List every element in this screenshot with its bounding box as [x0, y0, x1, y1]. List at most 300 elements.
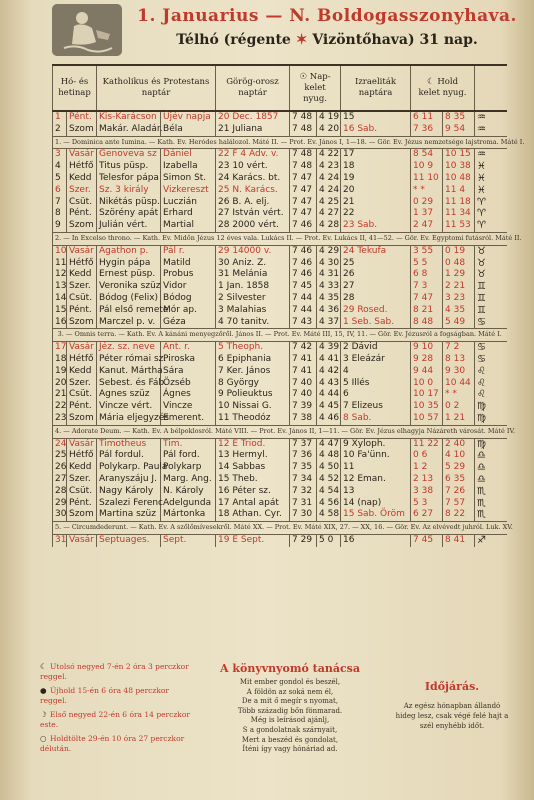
col-header-catholic: Katholikus és Protestans naptár: [97, 65, 216, 111]
weekday: Szer.: [67, 474, 97, 486]
protestant-saint: Dániel: [161, 149, 216, 161]
moonrise: 11 10: [411, 173, 443, 185]
moonrise: 11 22: [411, 438, 443, 450]
day-number: 10: [53, 245, 67, 257]
moonrise: 3 55: [411, 245, 443, 257]
greek-date: 25 N. Karács.: [216, 185, 290, 197]
moonrise: 10 35: [411, 401, 443, 413]
gospel-note: 1. — Dominica ante Iumina. — Kath. Ev. Heródes halálozol. Máté II. — Prot. Ev. János I, 1—18. — Gör. Ev. Jézus nemzetsége lajstroma. Máté I.: [53, 136, 507, 149]
moon-phase-icon: ☾: [40, 662, 47, 671]
sunrise: 7 44: [290, 305, 317, 317]
day-number: 27: [53, 474, 67, 486]
day-number: 1: [53, 111, 67, 124]
weekday: Kedd: [67, 366, 97, 378]
day-row: [53, 220, 507, 232]
greek-date: 10 Nissai G.: [216, 401, 290, 413]
zodiac-sign-icon: ♎: [475, 474, 507, 486]
sunset: 4 24: [317, 173, 341, 185]
sunrise: 7 34: [290, 474, 317, 486]
day-row: [53, 269, 507, 281]
day-number: 12: [53, 269, 67, 281]
greek-date: 2 Silvester: [216, 293, 290, 305]
gospel-note: 3. — Omnis terra. — Kath. Ev. A kánáni menyegzőről. János II. — Prot. Ev. Máté III, 15, IV, 11. — Gör. Ev. Jézusról a fogságban. Máté I.: [53, 329, 507, 342]
day-number: 19: [53, 366, 67, 378]
israel-date: 5 Illés: [341, 378, 411, 390]
catholic-saint: Telesfor pápa: [97, 173, 161, 185]
moonrise: 10 17: [411, 389, 443, 401]
moonset: * *: [443, 389, 475, 401]
greek-date: 12 E Triod.: [216, 438, 290, 450]
catholic-saint: Agnes szüz: [97, 389, 161, 401]
sun-set-label: nyug.: [303, 93, 327, 104]
protestant-saint: Géza: [161, 317, 216, 329]
moonset: 10 44: [443, 378, 475, 390]
weekday: Kedd: [67, 269, 97, 281]
greek-date: 6 Epiphania: [216, 354, 290, 366]
day-row: [53, 149, 507, 161]
subtitle-part-b: Vizöntőhava) 31 nap.: [312, 32, 478, 48]
moonrise: 6 27: [411, 509, 443, 521]
sunrise: 7 48: [290, 124, 317, 136]
day-row: [53, 474, 507, 486]
moon-phase-icon: ●: [40, 686, 47, 695]
day-row: [53, 197, 507, 209]
moonrise: 3 38: [411, 486, 443, 498]
day-row: [53, 378, 507, 390]
weekday: Szom: [67, 413, 97, 425]
weather-line: Az egész hónapban állandó: [403, 702, 501, 710]
sunrise: 7 42: [290, 342, 317, 354]
protestant-saint: Tim.: [161, 438, 216, 450]
moonrise: 5 3: [411, 498, 443, 510]
catholic-saint: Martina szüz: [97, 509, 161, 521]
zodiac-sign-icon: ♉: [475, 269, 507, 281]
weekday: Pént.: [67, 305, 97, 317]
israel-date: 20: [341, 185, 411, 197]
day-number: 26: [53, 462, 67, 474]
sunset: 4 25: [317, 197, 341, 209]
moonset: 8 22: [443, 509, 475, 521]
israel-date: 29 Rosed.: [341, 305, 411, 317]
day-row: [53, 245, 507, 257]
protestant-saint: Simon St.: [161, 173, 216, 185]
israel-date: 4: [341, 366, 411, 378]
moonset: 4 10: [443, 450, 475, 462]
sunset: 4 20: [317, 124, 341, 136]
moonrise: 0 6: [411, 450, 443, 462]
day-row: [53, 161, 507, 173]
col-header-signs: [475, 65, 507, 111]
moonrise: 8 54: [411, 149, 443, 161]
zodiac-sign-icon: ♏: [475, 509, 507, 521]
weekday: Hétfő: [67, 450, 97, 462]
sunrise: 7 39: [290, 401, 317, 413]
sunrise: 7 37: [290, 438, 317, 450]
catholic-saint: Genoveva sz: [97, 149, 161, 161]
day-number: 25: [53, 450, 67, 462]
protestant-saint: Luczián: [161, 197, 216, 209]
day-number: 22: [53, 401, 67, 413]
day-row: [53, 450, 507, 462]
sunrise: 7 47: [290, 185, 317, 197]
zodiac-sign-icon: ♉: [475, 245, 507, 257]
advice-line: S a gondolatnak szárnyait,: [242, 725, 338, 734]
moonset: 11 34: [443, 208, 475, 220]
weekday: Vasár: [67, 245, 97, 257]
moonrise: 6 11: [411, 111, 443, 124]
greek-date: 24 Karács. bt.: [216, 173, 290, 185]
advice-line: Mert a beszéd és gondolat,: [241, 735, 339, 744]
protestant-saint: Marg. Ang.: [161, 474, 216, 486]
protestant-saint: Piroska: [161, 354, 216, 366]
catholic-saint: Sz. 3 király: [97, 185, 161, 197]
zodiac-sign-icon: ♓: [475, 161, 507, 173]
israel-date: 11: [341, 462, 411, 474]
weekday: Csüt.: [67, 486, 97, 498]
moonrise: 10 0: [411, 378, 443, 390]
day-row: [53, 173, 507, 185]
day-number: 24: [53, 438, 67, 450]
moonset: 7 2: [443, 342, 475, 354]
gospel-note: 5. — Circumdederunt. — Kath. Ev. A szőlőmívesekről. Máté XX. — Prot. Ev. Máté XIX, 27. — XX, 16. — Gör. Ev. Az elvévedt juhról. Luk. XV.: [53, 522, 507, 535]
col-header-greek: Görög-orosz naptár: [216, 65, 290, 111]
day-row: [53, 389, 507, 401]
sunset: 4 50: [317, 462, 341, 474]
moon-set-label: nyug.: [442, 88, 467, 98]
moonrise: 9 10: [411, 342, 443, 354]
sunrise: 7 47: [290, 208, 317, 220]
greek-date: 1 Jan. 1858: [216, 281, 290, 293]
moonrise: 10 9: [411, 161, 443, 173]
advice-line: A földön az soká nem él,: [246, 687, 334, 696]
day-row: [53, 509, 507, 521]
protestant-saint: Probus: [161, 269, 216, 281]
sunset: 4 52: [317, 474, 341, 486]
moonset: 2 21: [443, 281, 475, 293]
zodiac-sign-icon: ♎: [475, 450, 507, 462]
sunset: 4 31: [317, 269, 341, 281]
greek-date: 29 14000 v.: [216, 245, 290, 257]
protestant-saint: N. Károly: [161, 486, 216, 498]
moonset: 1 21: [443, 413, 475, 425]
greek-date: 13 Hermyl.: [216, 450, 290, 462]
col-header-moon: [411, 65, 475, 111]
day-number: 29: [53, 498, 67, 510]
sunrise: 7 41: [290, 366, 317, 378]
calendar-table: [52, 64, 525, 547]
moon-phase-icon: ○: [40, 734, 47, 743]
advice-title: A könyvnyomó tanácsa: [220, 662, 360, 675]
greek-date: 28 2000 vért.: [216, 220, 290, 232]
weekday: Vasár: [67, 534, 97, 546]
weekday: Kedd: [67, 173, 97, 185]
day-number: 8: [53, 208, 67, 220]
catholic-saint: Pál első remete: [97, 305, 161, 317]
israel-date: 14 (nap): [341, 498, 411, 510]
zodiac-sign-icon: ♊: [475, 293, 507, 305]
moonset: 2 40: [443, 438, 475, 450]
greek-date: 21 Juliana: [216, 124, 290, 136]
catholic-saint: Titus püsp.: [97, 161, 161, 173]
day-number: 21: [53, 389, 67, 401]
moon-phase-icon: ☽: [40, 710, 47, 719]
weekday: Pént.: [67, 208, 97, 220]
israel-date: 6: [341, 389, 411, 401]
protestant-saint: Özséb: [161, 378, 216, 390]
weekday: Pént.: [67, 401, 97, 413]
zodiac-sign-icon: ♋: [475, 317, 507, 329]
day-number: 5: [53, 173, 67, 185]
zodiac-sign-icon: ♏: [475, 498, 507, 510]
zodiac-sign-icon: ♌: [475, 389, 507, 401]
day-number: 14: [53, 293, 67, 305]
day-number: 23: [53, 413, 67, 425]
sunset: 4 47: [317, 438, 341, 450]
catholic-saint: Hygin pápa: [97, 258, 161, 270]
moon-rise-label: kelet: [418, 88, 440, 98]
moonset: 4 35: [443, 305, 475, 317]
catholic-saint: Polykarp. Paula: [97, 462, 161, 474]
day-number: 9: [53, 220, 67, 232]
protestant-saint: Izabella: [161, 161, 216, 173]
catholic-saint: Ernest püsp.: [97, 269, 161, 281]
protestant-saint: Mór ap.: [161, 305, 216, 317]
protestant-saint: Vizkereszt: [161, 185, 216, 197]
greek-date: 4 70 tanitv.: [216, 317, 290, 329]
israel-date: 17: [341, 149, 411, 161]
israel-date: 27: [341, 281, 411, 293]
israel-date: 16: [341, 534, 411, 546]
zodiac-sign-icon: ♍: [475, 413, 507, 425]
catholic-saint: Mária eljegyzés: [97, 413, 161, 425]
catholic-saint: Vincze vért.: [97, 401, 161, 413]
greek-date: 31 Melánia: [216, 269, 290, 281]
catholic-saint: Kis-Karácson: [97, 111, 161, 124]
gospel-note-row: [53, 136, 507, 149]
protestant-saint: Mártonka: [161, 509, 216, 521]
gospel-note: 2. — In Excelso throno. — Kath. Ev. Midőn Jézus 12 éves vala. Lukács II. — Prot. Ev. Lukács II, 41—52. — Gör. Ev. Egyptomi futásról. Máté II.: [53, 232, 507, 245]
zodiac-sign-icon: ♏: [475, 486, 507, 498]
sunset: 4 35: [317, 293, 341, 305]
day-row: [53, 293, 507, 305]
sunrise: 7 45: [290, 281, 317, 293]
protestant-saint: Martial: [161, 220, 216, 232]
catholic-saint: Agathon p.: [97, 245, 161, 257]
protestant-saint: Sára: [161, 366, 216, 378]
sunset: 4 36: [317, 305, 341, 317]
sunrise: 7 47: [290, 173, 317, 185]
day-number: 13: [53, 281, 67, 293]
israel-date: 12 Eman.: [341, 474, 411, 486]
sunset: 4 43: [317, 378, 341, 390]
protestant-saint: Matild: [161, 258, 216, 270]
greek-date: 26 B. A. elj.: [216, 197, 290, 209]
israel-date: 25: [341, 258, 411, 270]
printer-advice: [200, 662, 380, 755]
aquarius-emblem: [52, 4, 122, 56]
moonrise: 2 47: [411, 220, 443, 232]
catholic-saint: Szalezi Ferenc: [97, 498, 161, 510]
sunrise: 7 43: [290, 317, 317, 329]
moon-phase-text: Első negyed 22-én 6 óra 14 perczkor este.: [40, 710, 190, 729]
greek-date: 14 Sabbas: [216, 462, 290, 474]
zodiac-sign-icon: ♓: [475, 185, 507, 197]
day-row: [53, 208, 507, 220]
sunset: 4 58: [317, 509, 341, 521]
moonrise: 7 36: [411, 124, 443, 136]
sunrise: 7 29: [290, 534, 317, 546]
israel-date: 21: [341, 197, 411, 209]
sunrise: 7 31: [290, 498, 317, 510]
catholic-saint: Pál fordul.: [97, 450, 161, 462]
sunset: 4 24: [317, 185, 341, 197]
moon-phase-item: [40, 710, 190, 730]
israel-date: 15 Sab. Öröm: [341, 509, 411, 521]
col-header-day: Hó- és hetinap: [53, 65, 97, 111]
zodiac-sign-icon: ♓: [475, 173, 507, 185]
moon-phase-item: [40, 734, 190, 754]
moonrise: 0 29: [411, 197, 443, 209]
israel-date: 8 Sab.: [341, 413, 411, 425]
israel-date: 16 Sab.: [341, 124, 411, 136]
day-number: 6: [53, 185, 67, 197]
gospel-note-row: [53, 522, 507, 535]
sunset: 4 42: [317, 366, 341, 378]
catholic-saint: Veronika szüz: [97, 281, 161, 293]
greek-date: 17 Antal apát: [216, 498, 290, 510]
greek-date: 11 Theodóz: [216, 413, 290, 425]
catholic-saint: Aranyszáju J.: [97, 474, 161, 486]
moonrise: 10 57: [411, 413, 443, 425]
israel-date: 1 Seb. Sab.: [341, 317, 411, 329]
sunrise: 7 41: [290, 354, 317, 366]
catholic-saint: Marczel p. v.: [97, 317, 161, 329]
day-row: [53, 124, 507, 136]
catholic-saint: Kanut. Mártha: [97, 366, 161, 378]
greek-date: 20 Dec. 1857: [216, 111, 290, 124]
moonset: 10 15: [443, 149, 475, 161]
sunset: 4 46: [317, 413, 341, 425]
sun-rise-label: kelet: [304, 82, 326, 93]
sunset: 5 0: [317, 534, 341, 546]
moonset: 11 4: [443, 185, 475, 197]
day-number: 2: [53, 124, 67, 136]
moonset: 8 35: [443, 111, 475, 124]
weekday: Pént.: [67, 498, 97, 510]
moonset: 9 30: [443, 366, 475, 378]
weekday: Hétfő: [67, 354, 97, 366]
moonset: 10 38: [443, 161, 475, 173]
greek-date: 22 F 4 Adv. v.: [216, 149, 290, 161]
protestant-saint: Polykarp: [161, 462, 216, 474]
moonset: 5 49: [443, 317, 475, 329]
zodiac-sign-icon: ♌: [475, 378, 507, 390]
sunset: 4 39: [317, 342, 341, 354]
moon-phase-text: Újhold 15-én 6 óra 48 perczkor reggel.: [40, 686, 169, 705]
day-number: 4: [53, 161, 67, 173]
israel-date: 13: [341, 486, 411, 498]
moonrise: 6 8: [411, 269, 443, 281]
israel-date: 15: [341, 111, 411, 124]
weekday: Hétfő: [67, 258, 97, 270]
protestant-saint: Sept.: [161, 534, 216, 546]
moonset: 8 41: [443, 534, 475, 546]
gospel-note-row: [53, 232, 507, 245]
day-number: 18: [53, 354, 67, 366]
catholic-saint: Julián vért.: [97, 220, 161, 232]
zodiac-sign-icon: ♉: [475, 258, 507, 270]
weather-line: szél enyhébb időt.: [419, 722, 485, 730]
day-number: 16: [53, 317, 67, 329]
israel-date: 2 Dávid: [341, 342, 411, 354]
protestant-saint: Ágnes: [161, 389, 216, 401]
sunrise: 7 32: [290, 486, 317, 498]
weekday: Szom: [67, 509, 97, 521]
sunset: 4 22: [317, 149, 341, 161]
sunset: 4 56: [317, 498, 341, 510]
sunset: 4 28: [317, 220, 341, 232]
star-icon: ✶: [295, 32, 308, 48]
sunrise: 7 48: [290, 149, 317, 161]
col-header-sun: [290, 65, 341, 111]
moonset: 7 57: [443, 498, 475, 510]
table-header-row: [53, 65, 507, 111]
greek-date: 8 György: [216, 378, 290, 390]
moonset: 9 54: [443, 124, 475, 136]
greek-date: 9 Polieuktus: [216, 389, 290, 401]
protestant-saint: Bódog: [161, 293, 216, 305]
moonset: 0 48: [443, 258, 475, 270]
sunset: 4 19: [317, 111, 341, 124]
sunrise: 7 47: [290, 197, 317, 209]
sunrise: 7 46: [290, 269, 317, 281]
moonrise: 8 48: [411, 317, 443, 329]
moonrise: 9 28: [411, 354, 443, 366]
day-row: [53, 354, 507, 366]
day-row: [53, 498, 507, 510]
catholic-saint: Nikétás püsp.: [97, 197, 161, 209]
zodiac-sign-icon: ♋: [475, 342, 507, 354]
catholic-saint: Péter római sz.: [97, 354, 161, 366]
zodiac-sign-icon: ♌: [475, 366, 507, 378]
day-number: 11: [53, 258, 67, 270]
day-number: 30: [53, 509, 67, 521]
moon-phase-item: [40, 662, 190, 682]
sunset: 4 27: [317, 208, 341, 220]
greek-date: 27 István vért.: [216, 208, 290, 220]
zodiac-sign-icon: ♈: [475, 220, 507, 232]
sunrise: 7 46: [290, 220, 317, 232]
weekday: Szer.: [67, 185, 97, 197]
weekday: Csüt.: [67, 293, 97, 305]
catholic-saint: Szörény apát: [97, 208, 161, 220]
israel-date: 9 Xyloph.: [341, 438, 411, 450]
moonset: 5 29: [443, 462, 475, 474]
weekday: Kedd: [67, 462, 97, 474]
greek-date: 7 Ker. János: [216, 366, 290, 378]
moonset: 10 48: [443, 173, 475, 185]
sunset: 4 41: [317, 354, 341, 366]
advice-line: Még is leírásod ajánlj,: [250, 716, 330, 725]
sunrise: 7 40: [290, 389, 317, 401]
weather-text: [390, 701, 514, 731]
zodiac-sign-icon: ♈: [475, 197, 507, 209]
sunrise: 7 48: [290, 111, 317, 124]
sunset: 4 44: [317, 389, 341, 401]
zodiac-sign-icon: ♒: [475, 149, 507, 161]
weekday: Csüt.: [67, 389, 97, 401]
sunrise: 7 46: [290, 258, 317, 270]
